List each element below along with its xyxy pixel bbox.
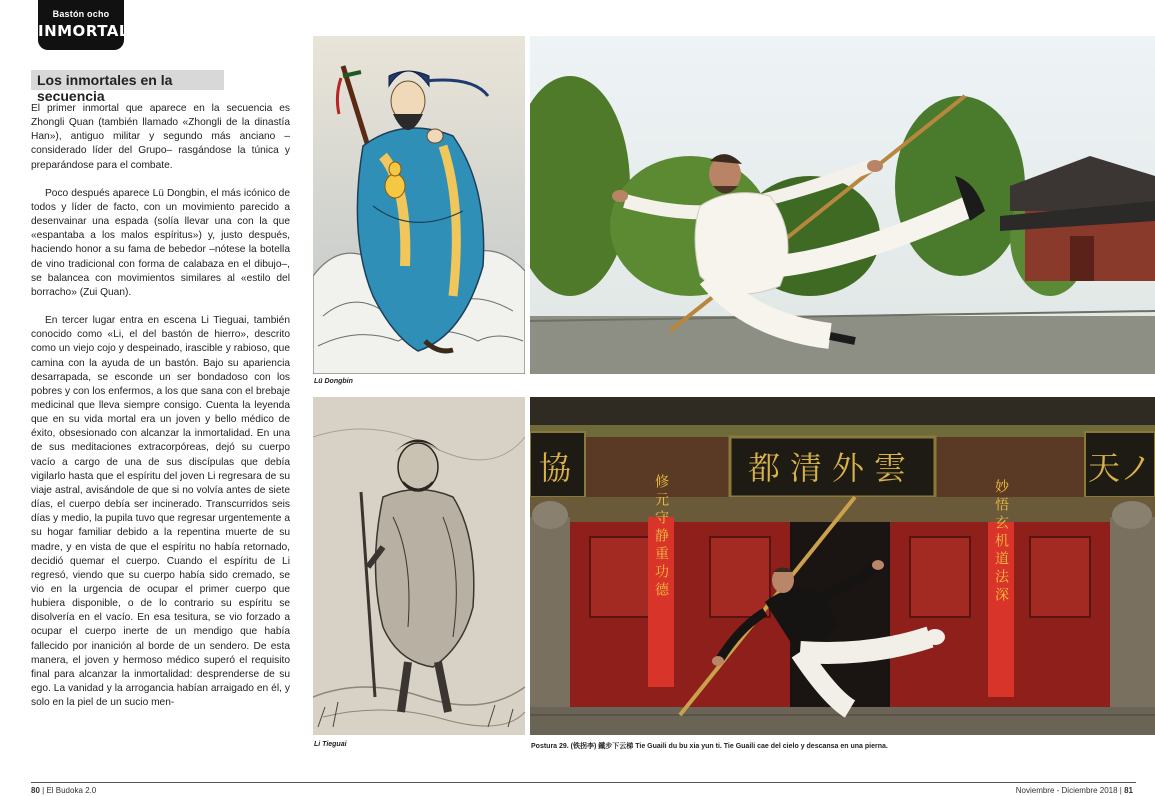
folio-left: 80 | El Budoka 2.0: [31, 786, 97, 795]
article-heading-text: Los inmortales en la secuencia: [37, 72, 173, 104]
folio-right: Noviembre - Diciembre 2018 | 81: [1015, 786, 1133, 795]
magazine-name: El Budoka 2.0: [46, 786, 97, 795]
page-number-right: 81: [1124, 786, 1133, 795]
article-body: [31, 102, 290, 710]
outdoor-pose-photo: [530, 36, 1155, 374]
paragraph-1: El primer inmortal que aparece en la secuencia es Zhongli Quan (también llamado «Zhongli de la dinastía Han»), antiguo militar y segundo más anciano –considerado líder del Grupo– rasgándose la túnica y preparándose para el combate.: [31, 103, 290, 171]
temple-pose-photo: [530, 397, 1155, 735]
plaque-main-text: 都清外雲: [747, 449, 917, 487]
issue-date: Noviembre - Diciembre 2018: [1015, 786, 1118, 795]
li-tieguai-illustration: [313, 397, 525, 735]
plaque-right-text: 天ノ: [1087, 449, 1153, 487]
couplet-right-text: 妙悟玄机道法深: [993, 479, 1009, 605]
couplet-left-text: 修元守静重功德: [653, 474, 669, 600]
section-title: INMORTALES: [38, 22, 151, 40]
paragraph-2: Poco después aparece Lü Dongbin, el más icónico de todos y líder de facto, con un movimiento parecido a desenvainar una espada (solía llevar una con la que «espantaba a los malos espíritus») y, justo después, haciendo honor a su fama de bebedor –nótese la botella de vino tradicional con forma de calabaza en el dibujo–, se balancea con movimientos similares al «estilo del borracho» (Zui Quan).: [31, 187, 290, 298]
caption-lu-dongbin: Lü Dongbin: [314, 378, 353, 385]
article-heading: [31, 70, 224, 104]
section-tab: [38, 0, 151, 50]
caption-postura: Postura 29. (铁拐李) 鐵步下云梯 Tie Guaili du bu xia yun ti. Tie Guaili cae del cielo y descansa en una pierna.: [531, 743, 888, 750]
footer-rule: [31, 782, 1136, 783]
page-number-left: 80: [31, 786, 40, 795]
caption-li-tieguai: Li Tieguai: [314, 741, 347, 748]
paragraph-3: En tercer lugar entra en escena Li Tieguai, también conocido como «Li, el del bastón de hierro», descrito como un viejo cojo y despeinado, irascible y rabioso, que camina con la ayuda de un bastón. Bajo su apariencia desarrapada, se esconde un ser bondadoso con los pobres y con los enfermos, a los que sana con el brebaje medicinal que lleva siempre consigo. Cuenta la leyenda que en su vida mortal era un joven y bello médico de éxito, obsesionado con alcanzar la inmortalidad. En una de sus meditaciones extracorpóreas, dejó su cuerpo vacío a cargo de una de sus discípulas que debía vigilarlo hasta que el espíritu del joven Li regresara de su viaje astral, avisándole de que si no volvía antes de siete días, el cuerpo debía ser incinerado. Transcurridos seis días y medio, la pupila tuvo que regresar urgentemente a su hogar familiar debido a la repentina muerte de su madre, y en vista de que el espíritu no había retornado, decidió quemar el cuerpo. Cuando el espíritu de Li regresó, viendo que su cuerpo había sido cremado, se vio en la urgencia de ocupar el primer cuerpo que hubiera disponible, o de lo contrario su espíritu se disolvería en el vacío. En esa tesitura, se vio forzado a ocupar el cuerpo inerte de un mendigo que había fallecido por inanición al borde de un sendero. De esta manera, el joven y hermoso médico superó el requisito final para alcanzar la inmortalidad: desprenderse de su ego. La vanidad y la arrogancia habían arraigado en él, y solo en la piel de un sucio men-: [31, 315, 290, 709]
lu-dongbin-illustration: [313, 36, 525, 374]
plaque-left-text: 協: [538, 449, 572, 487]
section-kicker: Bastón ocho: [52, 9, 110, 19]
